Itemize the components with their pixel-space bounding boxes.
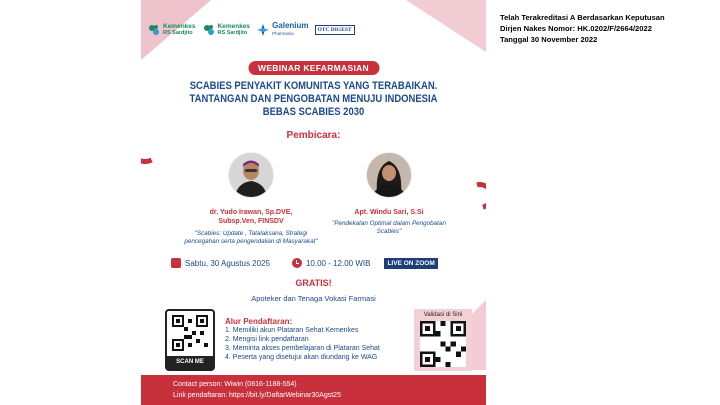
title-line: SCABIES PENYAKIT KOMUNITAS YANG TERABAIKAN.: [189, 80, 438, 92]
speaker-topic-line: "Pendekatan Optimal dalam Pengobatan: [332, 220, 446, 227]
event-time: 10.00 - 12.00 WIB: [305, 258, 371, 268]
decor-ring: [461, 177, 486, 215]
title-line: BEBAS SCABIES 2030: [262, 106, 365, 118]
galenium-logo: [256, 22, 308, 38]
webinar-title: [174, 80, 454, 119]
validation-qr-card[interactable]: [414, 309, 472, 371]
title-line: TANTANGAN DAN PENGOBATAN MENUJU INDONESIA: [189, 93, 438, 105]
speaker-topic-line: Scabies": [376, 228, 402, 235]
logo-name: Kemenkes: [217, 23, 251, 30]
webinar-poster: [141, 0, 486, 405]
speaker-name: [319, 208, 459, 217]
logo-sub: RS Sardjito: [163, 30, 193, 36]
speaker-topic-line: "Scabies: Update , Tatalaksana, Strategi: [194, 230, 308, 237]
calendar-icon: [171, 258, 181, 268]
otc-digest-logo: OTC DIGEST: [315, 25, 355, 35]
registration-steps: [225, 317, 395, 362]
speaker-name-line: Subsp.Ven, FINSDV: [218, 218, 284, 225]
kemenkes-icon: [202, 23, 216, 37]
qr-code-icon[interactable]: [172, 315, 208, 351]
speaker-photo: [366, 152, 412, 198]
schedule-row: [171, 257, 476, 269]
zoom-badge: LIVE ON ZOOM: [384, 258, 437, 269]
kemenkes-icon: [147, 23, 161, 37]
speaker-avatar-icon: [229, 153, 273, 197]
sponsor-logos: [147, 16, 482, 44]
registration-title: Alur Pendaftaran:: [225, 317, 293, 326]
contact-person: Contact person: Wiwin (0816-1188-554): [173, 381, 297, 388]
accreditation-line: Dirjen Nakes Nomor: HK.0202/F/2664/2022: [500, 24, 652, 33]
registration-step: 4. Peserta yang disetujui akan diundang ke WAG: [225, 354, 378, 361]
speaker-name: [181, 208, 321, 226]
galenium-icon: [256, 23, 270, 37]
scan-qr-card[interactable]: [165, 309, 215, 371]
validation-label: Validasi di Sini: [423, 312, 463, 318]
free-label: GRATIS!: [295, 278, 332, 288]
logo-sub: RS Sardjito: [217, 30, 248, 36]
speaker-topic: [319, 220, 459, 236]
registration-link[interactable]: Link pendaftaran: https://bit.ly/DaftarWebinar30Agst25: [173, 392, 341, 399]
logo-name: Kemenkes: [163, 23, 196, 30]
speaker-topic-line: pencegahan serta pengendalian di Masyarakat": [184, 238, 318, 245]
qr-code-icon[interactable]: [420, 321, 466, 367]
speaker-topic: [181, 230, 321, 246]
accreditation-line: Tanggal 30 November 2022: [500, 35, 598, 44]
speaker-avatar-icon: [367, 153, 411, 197]
audience-text: Apoteker dan Tenaga Vokasi Farmasi: [251, 294, 376, 303]
event-date: Sabtu, 30 Agustus 2025: [185, 258, 270, 268]
clock-icon: [292, 258, 302, 268]
webinar-badge: WEBINAR KEFARMASIAN: [248, 61, 379, 75]
logo-sub: Pharmasia: [272, 31, 294, 36]
accreditation-line: Telah Terakreditasi A Berdasarkan Keputusan: [500, 13, 665, 22]
speaker-name-line: Apt. Windu Sari, S.Si: [354, 209, 424, 216]
contact-footer: [141, 375, 486, 405]
registration-step: 3. Meminta akses pembelajaran di Plataran Sehat: [225, 345, 380, 352]
accreditation-note: [500, 12, 715, 45]
scan-me-label: SCAN ME: [167, 356, 213, 369]
kemenkes-logo: [202, 23, 251, 37]
speakers-heading: Pembicara:: [286, 130, 341, 141]
kemenkes-logo: [147, 23, 196, 37]
registration-step-list: [225, 326, 395, 362]
speaker-photo: [228, 152, 274, 198]
registration-step: 1. Memiliki akun Plataran Sehat Kemenkes: [225, 327, 359, 334]
registration-step: 2. Mengisi link pendaftaran: [225, 336, 309, 343]
speaker-name-line: dr. Yudo Irawan, Sp.DVE,: [209, 209, 293, 216]
logo-name: Galenium: [272, 21, 309, 30]
